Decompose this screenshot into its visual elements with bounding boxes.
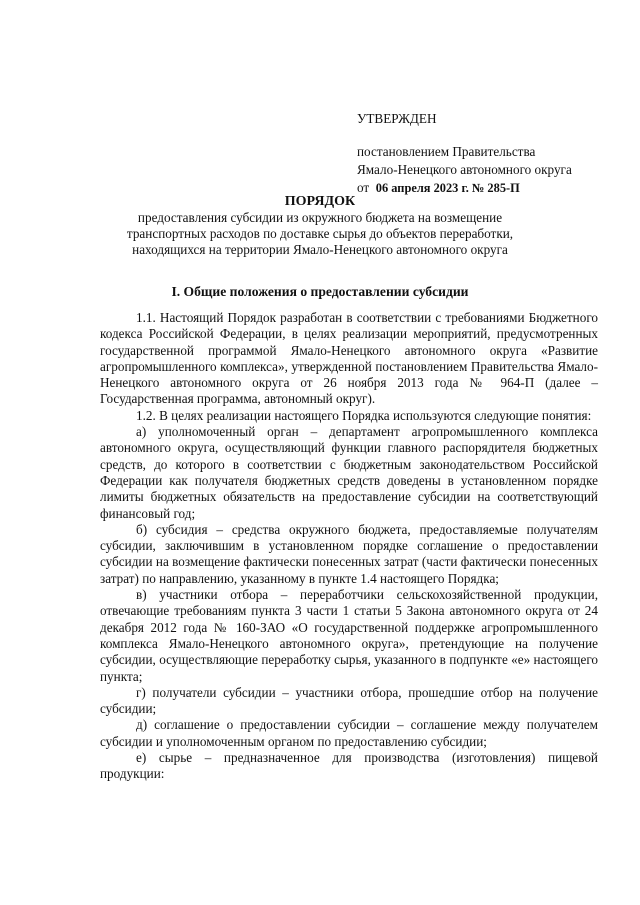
approval-date-number: 06 апреля 2023 г. № 285-П: [375, 181, 520, 195]
paragraph-d: д) соглашение о предоставлении субсидии – соглашение между получателем субсидии и уполномоченным органом по предоставлению субсидии;: [100, 717, 598, 749]
section-heading: I. Общие положения о предоставлении субсидии: [171, 284, 469, 299]
document-subtitle: предоставления субсидии из окружного бюджета на возмещение транспортных расходов по доставке сырья до объектов переработки, находящихся на территории Ямало-Ненецкого автономного округа: [126, 210, 514, 258]
paragraph-1-2: 1.2. В целях реализации настоящего Порядка используются следующие понятия:: [136, 407, 592, 423]
approval-block: [357, 110, 572, 197]
paragraph-b: б) субсидия – средства окружного бюджета, предоставляемые получателям субсидии, заключившим в установленном порядке соглашение о предоставлении субсидии на возмещение фактически понесенных затрат (части фактически понесенных затрат) по направлению, указанному в пункте 1.4 настоящего Порядка;: [100, 521, 598, 586]
approval-heading: УТВЕРЖДЕН: [357, 111, 437, 126]
document-body: [100, 310, 598, 783]
approval-from-label: от: [357, 180, 370, 195]
paragraph-v: в) участники отбора – переработчики сельскохозяйственной продукции, отвечающие требованиям пункта 3 части 1 статьи 5 Закона автономного округа от 24 декабря 2012 года № 160-ЗАО «О государственной поддержке агропромышленного комплекса Ямало-Ненецкого автономного округа», претендующие на получение субсидии, осуществляющие переработку сырья, указанного в подпункте «е» настоящего пункта;: [100, 587, 598, 684]
approval-line-1: постановлением Правительства: [357, 144, 536, 159]
paragraph-g: г) получатели субсидии – участники отбора, прошедшие отбор на получение субсидии;: [100, 684, 598, 717]
paragraph-1-1: 1.1. Настоящий Порядок разработан в соответствии с требованиями Бюджетного кодекса Российской Федерации, в целях реализации мероприятий, предусмотренных государственной программой Ямало-Ненецкого автономного округа «Развитие агропромышленного комплекса», утвержденной постановлением Правительства Ямало-Ненецкого автономного округа от 26 ноября 2013 года № 964-П (далее – Государственная программа, автономный округ).: [100, 310, 598, 407]
paragraph-e: е) сырье – предназначенное для производства (изготовления) пищевой продукции:: [100, 750, 598, 782]
approval-line-2: Ямало-Ненецкого автономного округа: [357, 162, 572, 177]
document-title: ПОРЯДОК: [284, 194, 356, 209]
paragraph-a: а) уполномоченный орган – департамент агропромышленного комплекса автономного округа, осуществляющий функции главного распорядителя бюджетных средств, до которого в соответствии с бюджетным законодательством Российской Федерации как получателя бюджетных средств доведены в установленном порядке лимиты бюджетных обязательств на предоставление субсидии на соответствующий финансовый год;: [100, 424, 598, 521]
